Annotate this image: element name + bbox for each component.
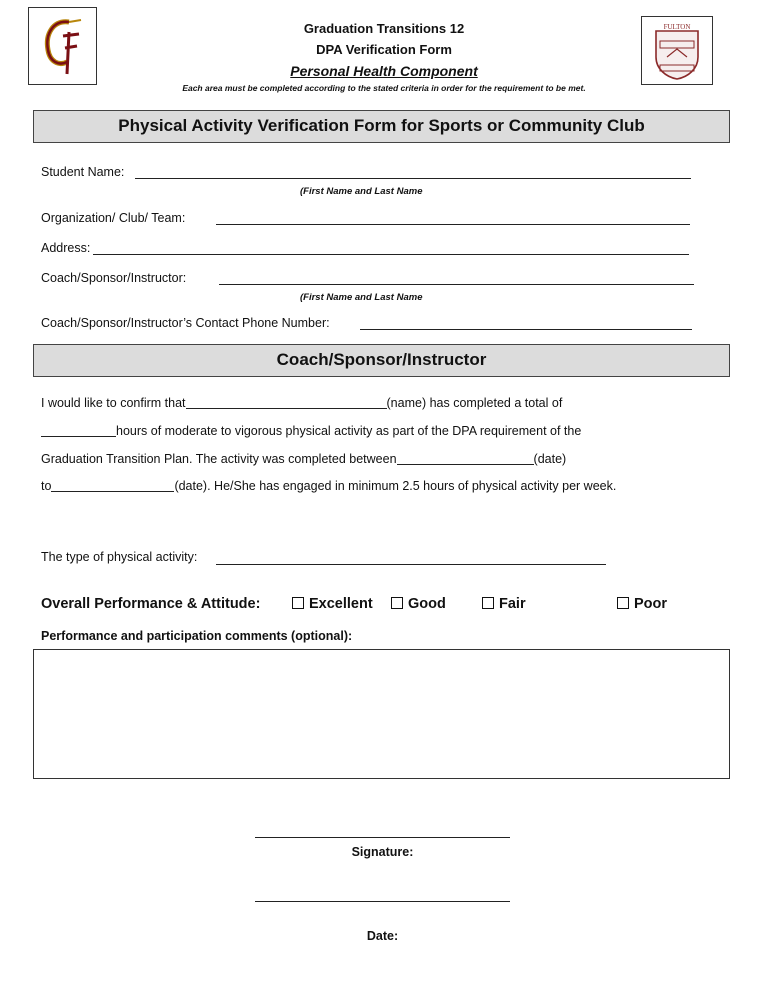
- rating-excellent-label: Excellent: [309, 596, 373, 612]
- rating-poor[interactable]: [617, 596, 667, 612]
- hours-blank[interactable]: [41, 424, 116, 437]
- statement-line3: [41, 452, 566, 466]
- performance-label: Overall Performance & Attitude:: [41, 596, 261, 612]
- section-title-coach: Coach/Sponsor/Instructor: [33, 344, 730, 377]
- student-name-hint: (First Name and Last Name: [300, 186, 423, 197]
- header-line2: DPA Verification Form: [316, 42, 452, 57]
- component-title: Personal Health Component: [290, 63, 478, 79]
- rating-fair[interactable]: [482, 596, 526, 612]
- coach-name-hint: (First Name and Last Name: [300, 292, 423, 303]
- rating-poor-label: Poor: [634, 596, 668, 612]
- statement-p1b: (name) has completed a total of: [386, 396, 563, 410]
- coach-field[interactable]: [219, 284, 694, 285]
- checkbox-icon[interactable]: [292, 597, 304, 609]
- statement-p2: hours of moderate to vigorous physical activity as part of the DPA requirement of the: [116, 424, 582, 438]
- coach-label: Coach/Sponsor/Instructor:: [41, 271, 187, 285]
- checkbox-icon[interactable]: [482, 597, 494, 609]
- checkbox-icon[interactable]: [617, 597, 629, 609]
- signature-label: Signature:: [351, 845, 414, 859]
- statement-line2: [41, 424, 581, 438]
- student-name-blank[interactable]: [186, 396, 387, 409]
- statement-line4: [41, 479, 616, 493]
- organization-label: Organization/ Club/ Team:: [41, 211, 186, 225]
- signature-line[interactable]: [255, 837, 510, 838]
- address-field[interactable]: [93, 254, 689, 255]
- start-date-blank[interactable]: [397, 452, 534, 465]
- student-name-field[interactable]: [135, 178, 691, 179]
- coach-phone-field[interactable]: [360, 329, 692, 330]
- coach-phone-label: Coach/Sponsor/Instructor’s Contact Phone Number:: [41, 316, 330, 330]
- statement-p3a: Graduation Transition Plan. The activity was completed between: [41, 452, 397, 466]
- date-label: Date:: [366, 929, 399, 943]
- section-title-verification: Physical Activity Verification Form for Sports or Community Club: [33, 110, 730, 143]
- statement-p4a: to: [41, 479, 52, 493]
- end-date-blank[interactable]: [51, 479, 174, 492]
- activity-type-label: The type of physical activity:: [41, 550, 198, 564]
- activity-type-field[interactable]: [216, 564, 606, 565]
- date-line[interactable]: [255, 901, 510, 902]
- rating-good-label: Good: [408, 596, 446, 612]
- comments-label: Performance and participation comments (optional):: [41, 629, 353, 643]
- statement-p4b: (date). He/She has engaged in minimum 2.5 hours of physical activity per week.: [174, 479, 617, 493]
- student-name-label: Student Name:: [41, 165, 125, 179]
- criteria-note: Each area must be completed according to the stated criteria in order for the requirement to be met.: [182, 83, 586, 93]
- address-label: Address:: [41, 241, 91, 255]
- statement-p1a: I would like to confirm that: [41, 396, 186, 410]
- comments-box[interactable]: [33, 649, 730, 779]
- svg-text:FULTON: FULTON: [663, 23, 691, 31]
- rating-fair-label: Fair: [499, 596, 526, 612]
- statement-p3b: (date): [533, 452, 567, 466]
- rating-good[interactable]: [391, 596, 446, 612]
- header-line1: Graduation Transitions 12: [303, 21, 465, 36]
- organization-field[interactable]: [216, 224, 690, 225]
- statement-line1: [41, 396, 562, 410]
- checkbox-icon[interactable]: [391, 597, 403, 609]
- rating-excellent[interactable]: [292, 596, 373, 612]
